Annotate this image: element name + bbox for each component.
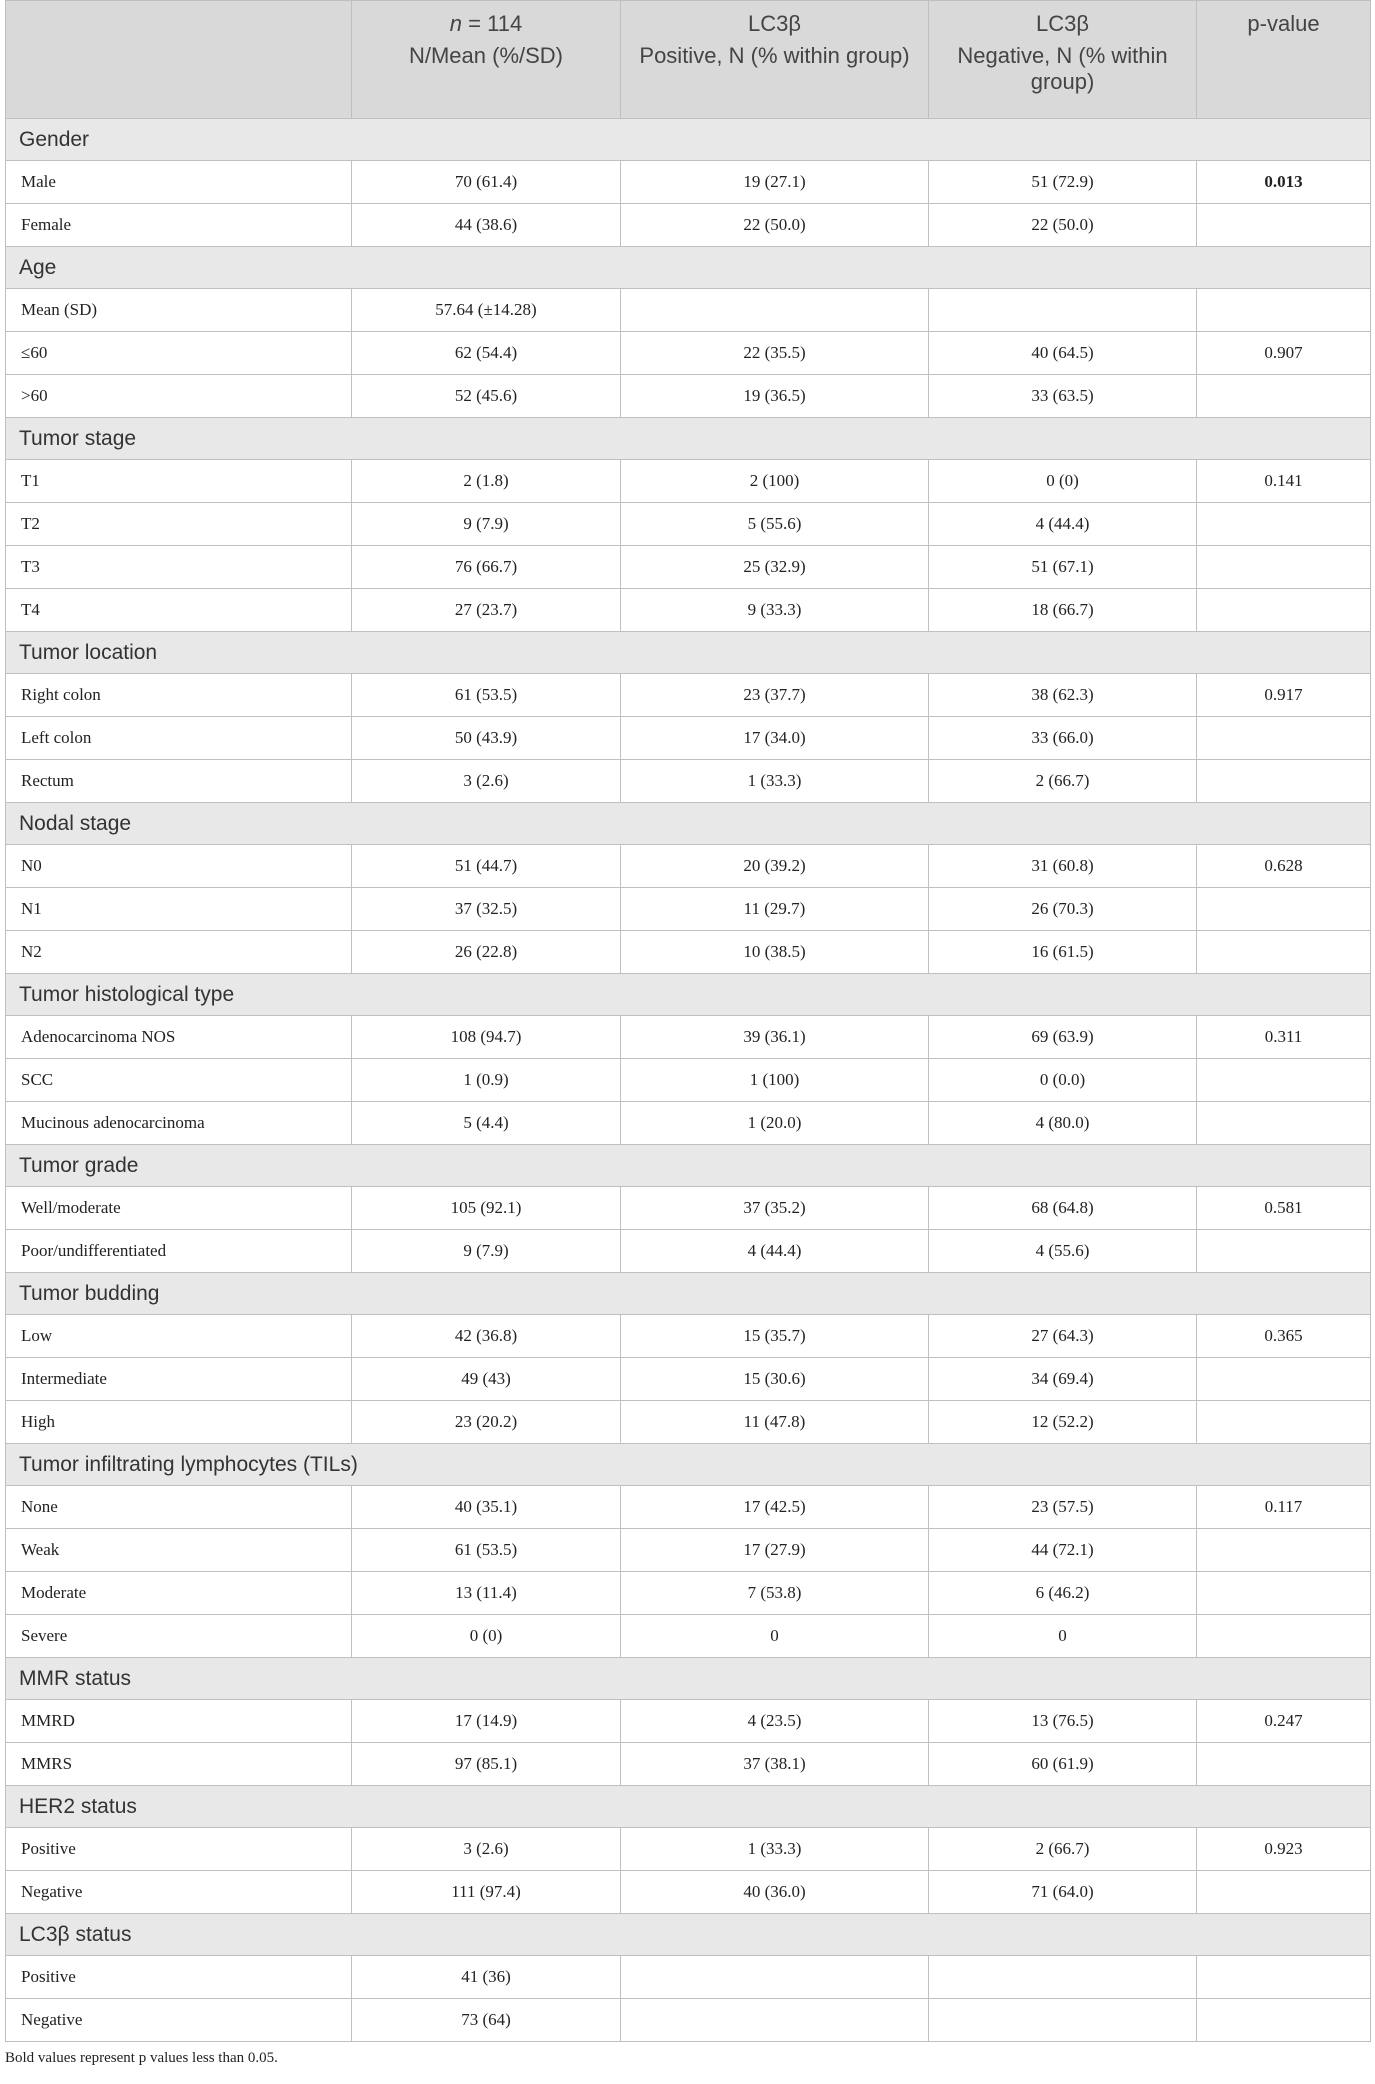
row-negative-value: 69 (63.9) [929, 1016, 1197, 1059]
row-total-value: 57.64 (±14.28) [352, 289, 621, 332]
row-label: Positive [6, 1828, 352, 1871]
row-negative-value: 2 (66.7) [929, 1828, 1197, 1871]
section-title: Tumor location [6, 632, 1371, 674]
section-header-row [6, 1273, 1371, 1315]
characteristics-table [5, 0, 1371, 2042]
row-total-value: 50 (43.9) [352, 717, 621, 760]
row-label: SCC [6, 1059, 352, 1102]
table-row [6, 161, 1371, 204]
row-label: ≤60 [6, 332, 352, 375]
row-positive-value: 5 (55.6) [621, 503, 929, 546]
table-row [6, 1486, 1371, 1529]
row-positive-value: 37 (35.2) [621, 1187, 929, 1230]
row-p-value [1197, 888, 1371, 931]
row-label: Adenocarcinoma NOS [6, 1016, 352, 1059]
table-row [6, 931, 1371, 974]
row-positive-value: 7 (53.8) [621, 1572, 929, 1615]
header-n-symbol: n [449, 11, 463, 36]
row-p-value [1197, 1871, 1371, 1914]
row-label: MMRS [6, 1743, 352, 1786]
table-row [6, 1743, 1371, 1786]
row-total-value: 26 (22.8) [352, 931, 621, 974]
section-header-row [6, 1786, 1371, 1828]
row-label: >60 [6, 375, 352, 418]
row-label: Right colon [6, 674, 352, 717]
header-n-mean: N/Mean (%/SD) [352, 43, 621, 119]
row-positive-value: 15 (30.6) [621, 1358, 929, 1401]
table-row [6, 1358, 1371, 1401]
section-header-row [6, 418, 1371, 460]
row-label: Negative [6, 1871, 352, 1914]
row-total-value: 73 (64) [352, 1999, 621, 2042]
table-row [6, 717, 1371, 760]
row-p-value [1197, 204, 1371, 247]
table-row [6, 760, 1371, 803]
row-p-value [1197, 589, 1371, 632]
section-header-row [6, 974, 1371, 1016]
row-total-value: 17 (14.9) [352, 1700, 621, 1743]
row-negative-value: 31 (60.8) [929, 845, 1197, 888]
row-positive-value: 22 (35.5) [621, 332, 929, 375]
row-p-value [1197, 546, 1371, 589]
row-positive-value: 9 (33.3) [621, 589, 929, 632]
header-blank-cell-2 [6, 43, 352, 119]
section-header-row [6, 119, 1371, 161]
row-negative-value: 0 (0) [929, 460, 1197, 503]
header-positive-subtitle: Positive, N (% within group) [621, 43, 929, 119]
row-label: Severe [6, 1615, 352, 1658]
row-negative-value: 51 (72.9) [929, 161, 1197, 204]
row-total-value: 0 (0) [352, 1615, 621, 1658]
row-negative-value: 60 (61.9) [929, 1743, 1197, 1786]
row-negative-value: 26 (70.3) [929, 888, 1197, 931]
row-negative-value [929, 289, 1197, 332]
row-positive-value: 22 (50.0) [621, 204, 929, 247]
section-header-row [6, 632, 1371, 674]
row-negative-value: 12 (52.2) [929, 1401, 1197, 1444]
row-label: Moderate [6, 1572, 352, 1615]
row-negative-value: 18 (66.7) [929, 589, 1197, 632]
row-p-value [1197, 931, 1371, 974]
table-row [6, 1700, 1371, 1743]
row-label: N0 [6, 845, 352, 888]
row-p-value [1197, 1999, 1371, 2042]
table-row [6, 503, 1371, 546]
row-negative-value [929, 1956, 1197, 1999]
header-n-value: = 114 [462, 11, 523, 36]
row-p-value: 0.923 [1197, 1828, 1371, 1871]
row-label: T4 [6, 589, 352, 632]
row-p-value: 0.141 [1197, 460, 1371, 503]
section-header-row [6, 1914, 1371, 1956]
row-total-value: 49 (43) [352, 1358, 621, 1401]
row-positive-value: 20 (39.2) [621, 845, 929, 888]
row-p-value [1197, 717, 1371, 760]
row-label: Left colon [6, 717, 352, 760]
header-negative-subtitle: Negative, N (% within group) [929, 43, 1197, 119]
row-negative-value: 33 (66.0) [929, 717, 1197, 760]
header-p-value: p-value [1197, 1, 1371, 43]
row-label: Negative [6, 1999, 352, 2042]
row-negative-value: 4 (55.6) [929, 1230, 1197, 1273]
row-total-value: 27 (23.7) [352, 589, 621, 632]
row-positive-value: 40 (36.0) [621, 1871, 929, 1914]
row-positive-value: 19 (27.1) [621, 161, 929, 204]
row-p-value: 0.917 [1197, 674, 1371, 717]
row-p-value [1197, 1529, 1371, 1572]
table-row [6, 1615, 1371, 1658]
table-row [6, 1401, 1371, 1444]
table-row [6, 1315, 1371, 1358]
row-positive-value: 1 (20.0) [621, 1102, 929, 1145]
row-positive-value: 17 (34.0) [621, 717, 929, 760]
row-negative-value: 23 (57.5) [929, 1486, 1197, 1529]
row-total-value: 3 (2.6) [352, 1828, 621, 1871]
table-row [6, 1230, 1371, 1273]
table-header [6, 1, 1371, 119]
row-p-value [1197, 1358, 1371, 1401]
row-label: T1 [6, 460, 352, 503]
section-title: Tumor histological type [6, 974, 1371, 1016]
row-label: Intermediate [6, 1358, 352, 1401]
table-body [6, 119, 1371, 2042]
row-negative-value [929, 1999, 1197, 2042]
section-title: Nodal stage [6, 803, 1371, 845]
row-total-value: 111 (97.4) [352, 1871, 621, 1914]
row-negative-value: 40 (64.5) [929, 332, 1197, 375]
row-total-value: 41 (36) [352, 1956, 621, 1999]
row-total-value: 37 (32.5) [352, 888, 621, 931]
row-positive-value: 17 (42.5) [621, 1486, 929, 1529]
row-label: N2 [6, 931, 352, 974]
row-total-value: 76 (66.7) [352, 546, 621, 589]
row-total-value: 2 (1.8) [352, 460, 621, 503]
row-total-value: 51 (44.7) [352, 845, 621, 888]
header-lc3b-negative-title: LC3β [929, 1, 1197, 43]
table-row [6, 1999, 1371, 2042]
row-total-value: 1 (0.9) [352, 1059, 621, 1102]
row-p-value [1197, 1572, 1371, 1615]
row-negative-value: 44 (72.1) [929, 1529, 1197, 1572]
row-total-value: 70 (61.4) [352, 161, 621, 204]
table-row [6, 546, 1371, 589]
row-positive-value: 4 (23.5) [621, 1700, 929, 1743]
row-p-value: 0.117 [1197, 1486, 1371, 1529]
section-title: LC3β status [6, 1914, 1371, 1956]
row-p-value: 0.247 [1197, 1700, 1371, 1743]
row-positive-value: 23 (37.7) [621, 674, 929, 717]
section-title: Tumor stage [6, 418, 1371, 460]
row-p-value [1197, 1615, 1371, 1658]
table-container [5, 0, 1370, 2067]
table-row [6, 1187, 1371, 1230]
row-total-value: 42 (36.8) [352, 1315, 621, 1358]
row-positive-value: 11 (29.7) [621, 888, 929, 931]
row-negative-value: 33 (63.5) [929, 375, 1197, 418]
section-title: Gender [6, 119, 1371, 161]
row-positive-value: 17 (27.9) [621, 1529, 929, 1572]
header-lc3b-positive-title: LC3β [621, 1, 929, 43]
table-footnote: Bold values represent p values less than 0.05. [5, 2050, 278, 2066]
header-p-value-sub [1197, 43, 1371, 119]
row-negative-value: 13 (76.5) [929, 1700, 1197, 1743]
section-title: Tumor budding [6, 1273, 1371, 1315]
table-row [6, 589, 1371, 632]
row-total-value: 23 (20.2) [352, 1401, 621, 1444]
section-header-row [6, 247, 1371, 289]
row-negative-value: 71 (64.0) [929, 1871, 1197, 1914]
row-label: Mucinous adenocarcinoma [6, 1102, 352, 1145]
row-label: High [6, 1401, 352, 1444]
row-positive-value: 15 (35.7) [621, 1315, 929, 1358]
row-positive-value [621, 1956, 929, 1999]
table-row [6, 289, 1371, 332]
row-total-value: 61 (53.5) [352, 674, 621, 717]
row-negative-value: 34 (69.4) [929, 1358, 1197, 1401]
table-row [6, 460, 1371, 503]
table-row [6, 1102, 1371, 1145]
section-header-row [6, 1145, 1371, 1187]
row-positive-value: 11 (47.8) [621, 1401, 929, 1444]
table-row [6, 845, 1371, 888]
row-p-value [1197, 1401, 1371, 1444]
table-row [6, 1529, 1371, 1572]
row-negative-value: 16 (61.5) [929, 931, 1197, 974]
row-label: T3 [6, 546, 352, 589]
row-negative-value: 38 (62.3) [929, 674, 1197, 717]
row-negative-value: 27 (64.3) [929, 1315, 1197, 1358]
row-positive-value: 19 (36.5) [621, 375, 929, 418]
row-label: N1 [6, 888, 352, 931]
row-label: Low [6, 1315, 352, 1358]
header-n-total [352, 1, 621, 43]
row-label: T2 [6, 503, 352, 546]
row-positive-value [621, 1999, 929, 2042]
row-negative-value: 4 (44.4) [929, 503, 1197, 546]
table-row [6, 888, 1371, 931]
row-label: Poor/undifferentiated [6, 1230, 352, 1273]
row-total-value: 3 (2.6) [352, 760, 621, 803]
table-row [6, 1956, 1371, 1999]
header-blank-cell [6, 1, 352, 43]
row-total-value: 5 (4.4) [352, 1102, 621, 1145]
row-total-value: 105 (92.1) [352, 1187, 621, 1230]
row-total-value: 13 (11.4) [352, 1572, 621, 1615]
row-total-value: 52 (45.6) [352, 375, 621, 418]
row-positive-value [621, 289, 929, 332]
row-p-value [1197, 760, 1371, 803]
section-title: MMR status [6, 1658, 1371, 1700]
row-label: Positive [6, 1956, 352, 1999]
row-p-value [1197, 1059, 1371, 1102]
row-p-value: 0.581 [1197, 1187, 1371, 1230]
row-positive-value: 39 (36.1) [621, 1016, 929, 1059]
row-negative-value: 2 (66.7) [929, 760, 1197, 803]
row-p-value: 0.013 [1197, 161, 1371, 204]
row-total-value: 108 (94.7) [352, 1016, 621, 1059]
row-total-value: 44 (38.6) [352, 204, 621, 247]
table-row [6, 1572, 1371, 1615]
section-title: HER2 status [6, 1786, 1371, 1828]
row-negative-value: 68 (64.8) [929, 1187, 1197, 1230]
row-p-value [1197, 1743, 1371, 1786]
row-positive-value: 25 (32.9) [621, 546, 929, 589]
row-negative-value: 22 (50.0) [929, 204, 1197, 247]
table-row [6, 332, 1371, 375]
table-row [6, 1016, 1371, 1059]
row-total-value: 9 (7.9) [352, 1230, 621, 1273]
row-p-value [1197, 1956, 1371, 1999]
row-p-value [1197, 1230, 1371, 1273]
table-row [6, 204, 1371, 247]
row-total-value: 9 (7.9) [352, 503, 621, 546]
row-positive-value: 2 (100) [621, 460, 929, 503]
row-positive-value: 10 (38.5) [621, 931, 929, 974]
section-header-row [6, 1658, 1371, 1700]
section-title: Tumor infiltrating lymphocytes (TILs) [6, 1444, 1371, 1486]
row-p-value [1197, 375, 1371, 418]
row-negative-value: 0 (0.0) [929, 1059, 1197, 1102]
row-positive-value: 1 (33.3) [621, 1828, 929, 1871]
row-label: Mean (SD) [6, 289, 352, 332]
row-label: Male [6, 161, 352, 204]
row-negative-value: 0 [929, 1615, 1197, 1658]
section-header-row [6, 1444, 1371, 1486]
row-positive-value: 4 (44.4) [621, 1230, 929, 1273]
row-positive-value: 0 [621, 1615, 929, 1658]
section-header-row [6, 803, 1371, 845]
table-row [6, 674, 1371, 717]
row-label: None [6, 1486, 352, 1529]
row-p-value: 0.907 [1197, 332, 1371, 375]
row-label: MMRD [6, 1700, 352, 1743]
row-positive-value: 1 (100) [621, 1059, 929, 1102]
section-title: Age [6, 247, 1371, 289]
row-label: Female [6, 204, 352, 247]
row-p-value: 0.628 [1197, 845, 1371, 888]
row-p-value [1197, 1102, 1371, 1145]
row-total-value: 62 (54.4) [352, 332, 621, 375]
row-p-value [1197, 503, 1371, 546]
row-p-value: 0.365 [1197, 1315, 1371, 1358]
row-positive-value: 37 (38.1) [621, 1743, 929, 1786]
table-row [6, 375, 1371, 418]
row-p-value: 0.311 [1197, 1016, 1371, 1059]
row-positive-value: 1 (33.3) [621, 760, 929, 803]
row-total-value: 97 (85.1) [352, 1743, 621, 1786]
row-p-value [1197, 289, 1371, 332]
row-negative-value: 4 (80.0) [929, 1102, 1197, 1145]
table-row [6, 1828, 1371, 1871]
row-label: Well/moderate [6, 1187, 352, 1230]
row-total-value: 40 (35.1) [352, 1486, 621, 1529]
row-label: Weak [6, 1529, 352, 1572]
row-total-value: 61 (53.5) [352, 1529, 621, 1572]
row-label: Rectum [6, 760, 352, 803]
row-negative-value: 6 (46.2) [929, 1572, 1197, 1615]
table-row [6, 1871, 1371, 1914]
row-negative-value: 51 (67.1) [929, 546, 1197, 589]
table-row [6, 1059, 1371, 1102]
section-title: Tumor grade [6, 1145, 1371, 1187]
